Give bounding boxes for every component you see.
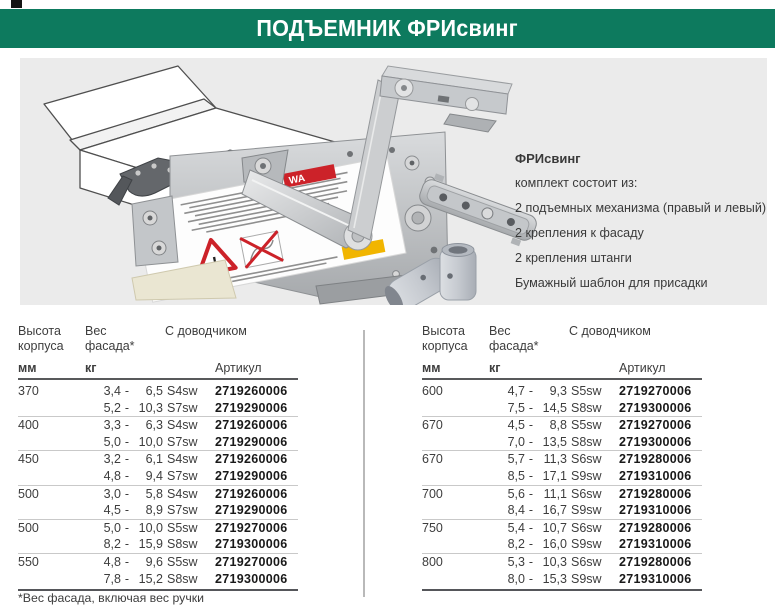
weight-from-cell: 5,0 — [103, 520, 121, 535]
articul-cell: 2719270006 — [215, 520, 288, 535]
weight-to-cell: 15,9 — [138, 537, 163, 552]
col-weight-label-1: Вес — [489, 324, 511, 338]
articul-cell: 2719290006 — [215, 434, 288, 449]
table-row — [422, 536, 702, 553]
version-cell: S5sw — [571, 418, 602, 433]
height-cell — [18, 468, 85, 485]
col-height-label-1: Высота — [422, 324, 465, 338]
table-row — [18, 502, 298, 519]
articul-cell: 2719310006 — [619, 468, 692, 483]
weight-to-cell: 17,1 — [542, 468, 567, 483]
table-body — [18, 378, 298, 591]
height-cell — [422, 400, 489, 417]
articul-cell: 2719300006 — [619, 400, 692, 415]
weight-to-cell: 10,0 — [138, 434, 163, 449]
version-cell: S9sw — [571, 503, 602, 518]
col-weight-label-1: Вес — [85, 324, 107, 338]
kit-item: 2 крепления к фасаду — [515, 226, 644, 240]
weight-to-cell: 10,0 — [138, 520, 163, 535]
height-cell: 750 — [422, 520, 443, 535]
table-row — [422, 417, 702, 434]
weight-from-cell: 4,8 — [103, 468, 121, 483]
height-cell: 800 — [422, 554, 443, 569]
table-header — [18, 322, 298, 378]
height-cell: 670 — [422, 452, 443, 467]
weight-from-cell: 5,4 — [507, 520, 525, 535]
version-cell: S6sw — [571, 554, 602, 569]
table-row — [18, 486, 298, 503]
weight-to-cell: 16,7 — [542, 503, 567, 518]
weight-to-cell: 8,8 — [549, 418, 567, 433]
weight-from-cell: 5,7 — [507, 452, 525, 467]
range-dash: - — [124, 503, 130, 518]
product-name: ФРИсвинг — [515, 151, 581, 166]
weight-to-cell: 10,3 — [138, 400, 163, 415]
weight-from-cell: 4,5 — [103, 503, 121, 518]
height-cell — [18, 502, 85, 519]
articul-cell: 2719270006 — [619, 384, 692, 398]
table-row — [422, 400, 702, 417]
table-row — [18, 468, 298, 485]
range-dash: - — [528, 434, 534, 449]
col-height-label-2: корпуса — [18, 339, 64, 353]
rod-bracket-illustration — [380, 66, 512, 132]
col-height-label-2: корпуса — [422, 339, 468, 353]
version-cell: S9sw — [571, 571, 602, 586]
spec-table-right — [422, 322, 702, 591]
weight-to-cell: 14,5 — [542, 400, 567, 415]
version-cell: S7sw — [167, 434, 198, 449]
version-cell: S4sw — [167, 452, 198, 467]
warning-banner-text: WA — [288, 172, 307, 187]
kit-item: Бумажный шаблон для присадки — [515, 276, 708, 290]
height-cell — [18, 571, 85, 588]
table-row — [18, 554, 298, 571]
height-cell: 370 — [18, 384, 39, 398]
range-dash: - — [528, 554, 534, 569]
articul-cell: 2719310006 — [619, 537, 692, 552]
weight-from-cell: 8,2 — [507, 537, 525, 552]
table-group — [422, 383, 702, 417]
weight-from-cell: 8,2 — [103, 537, 121, 552]
articul-cell: 2719310006 — [619, 503, 692, 518]
weight-to-cell: 11,1 — [543, 486, 567, 501]
articul-cell: 2719290006 — [215, 503, 288, 518]
weight-from-cell: 7,5 — [507, 400, 525, 415]
table-row — [18, 434, 298, 451]
articul-cell: 2719270006 — [215, 554, 288, 569]
crossed-out-pictogram — [240, 231, 283, 268]
articul-cell: 2719260006 — [215, 418, 288, 433]
height-cell — [18, 400, 85, 417]
height-cell — [422, 571, 489, 588]
table-row — [18, 520, 298, 537]
height-cell — [18, 434, 85, 451]
range-dash: - — [124, 400, 130, 415]
product-image-panel — [20, 58, 767, 305]
range-dash: - — [124, 537, 130, 552]
range-dash: - — [124, 486, 130, 501]
version-cell: S6sw — [571, 520, 602, 535]
col-height-label-1: Высота — [18, 324, 61, 338]
articul-cell: 2719280006 — [619, 452, 692, 467]
table-group — [422, 417, 702, 451]
kit-item: 2 крепления штанги — [515, 251, 632, 265]
weight-from-cell: 8,4 — [507, 503, 525, 518]
spec-table-left — [18, 322, 298, 591]
col-weight-label-2: фасада* — [489, 339, 539, 353]
articul-cell: 2719300006 — [619, 434, 692, 449]
articul-cell: 2719290006 — [215, 468, 288, 483]
col-articul-label: Артикул — [619, 361, 666, 375]
range-dash: - — [528, 520, 534, 535]
range-dash: - — [528, 400, 534, 415]
weight-to-cell: 10,3 — [542, 554, 567, 569]
table-header — [422, 322, 702, 378]
print-corner-mark — [11, 0, 22, 8]
col-height-unit: мм — [422, 361, 441, 375]
weight-to-cell: 5,8 — [145, 486, 163, 501]
articul-cell: 2719310006 — [619, 571, 692, 586]
range-dash: - — [528, 537, 534, 552]
weight-to-cell: 10,7 — [542, 520, 567, 535]
col-damper-label: С доводчиком — [569, 324, 651, 338]
weight-from-cell: 8,5 — [507, 468, 525, 483]
weight-from-cell: 3,3 — [103, 418, 121, 433]
version-cell: S5sw — [571, 384, 602, 398]
weight-to-cell: 13,5 — [542, 434, 567, 449]
table-row — [422, 451, 702, 468]
table-group — [422, 554, 702, 587]
table-row — [18, 417, 298, 434]
table-row — [422, 520, 702, 537]
table-group — [422, 520, 702, 554]
version-cell: S8sw — [167, 571, 198, 586]
range-dash: - — [124, 452, 130, 467]
range-dash: - — [124, 434, 130, 449]
articul-cell: 2719260006 — [215, 452, 288, 467]
version-cell: S6sw — [571, 452, 602, 467]
weight-to-cell: 6,5 — [145, 384, 163, 398]
page-title: ПОДЪЕМНИК ФРИсвинг — [256, 15, 519, 41]
weight-to-cell: 16,0 — [542, 537, 567, 552]
range-dash: - — [528, 468, 534, 483]
weight-to-cell: 9,4 — [145, 468, 163, 483]
height-cell: 500 — [18, 520, 39, 535]
range-dash: - — [528, 418, 534, 433]
kit-intro: комплект состоит из: — [515, 176, 638, 190]
table-row — [422, 554, 702, 571]
weight-from-cell: 5,2 — [103, 400, 121, 415]
weight-from-cell: 3,4 — [103, 384, 121, 398]
table-row — [18, 571, 298, 588]
range-dash: - — [124, 571, 130, 586]
col-weight-unit: кг — [85, 361, 97, 375]
weight-to-cell: 6,3 — [145, 418, 163, 433]
articul-cell: 2719280006 — [619, 520, 692, 535]
table-group — [422, 451, 702, 485]
version-cell: S7sw — [167, 503, 198, 518]
version-cell: S8sw — [167, 537, 198, 552]
footnote: *Вес фасада, включая вес ручки — [18, 591, 204, 605]
table-row — [18, 451, 298, 468]
range-dash: - — [528, 571, 534, 586]
table-group — [18, 486, 298, 520]
version-cell: S4sw — [167, 486, 198, 501]
table-group — [18, 554, 298, 587]
col-weight-label-2: фасада* — [85, 339, 135, 353]
version-cell: S5sw — [167, 554, 198, 569]
height-cell — [18, 536, 85, 553]
table-group — [18, 520, 298, 554]
weight-from-cell: 3,2 — [103, 452, 121, 467]
weight-to-cell: 15,3 — [542, 571, 567, 586]
range-dash: - — [528, 503, 534, 518]
height-cell — [422, 468, 489, 485]
table-row — [18, 400, 298, 417]
height-cell: 700 — [422, 486, 443, 501]
height-cell: 450 — [18, 452, 39, 467]
col-height-unit: мм — [18, 361, 37, 375]
range-dash: - — [124, 468, 130, 483]
weight-to-cell: 9,6 — [145, 554, 163, 569]
table-row — [422, 383, 702, 400]
table-body — [422, 378, 702, 591]
version-cell: S7sw — [167, 468, 198, 483]
range-dash: - — [124, 520, 130, 535]
table-group — [18, 451, 298, 485]
weight-to-cell: 9,3 — [549, 384, 567, 398]
weight-from-cell: 5,6 — [507, 486, 525, 501]
kit-item: 2 подъемных механизма (правый и левый) — [515, 201, 767, 215]
weight-from-cell: 7,0 — [507, 434, 525, 449]
version-cell: S9sw — [571, 537, 602, 552]
height-cell: 400 — [18, 418, 39, 433]
version-cell: S6sw — [571, 486, 602, 501]
version-cell: S7sw — [167, 400, 198, 415]
articul-cell: 2719300006 — [215, 537, 288, 552]
weight-from-cell: 3,0 — [103, 486, 121, 501]
range-dash: - — [124, 554, 130, 569]
range-dash: - — [124, 418, 130, 433]
range-dash: - — [528, 452, 534, 467]
height-cell: 550 — [18, 554, 39, 569]
version-cell: S9sw — [571, 468, 602, 483]
table-group — [18, 417, 298, 451]
table-row — [422, 468, 702, 485]
version-cell: S4sw — [167, 384, 198, 398]
height-cell — [422, 502, 489, 519]
height-cell: 500 — [18, 486, 39, 501]
weight-from-cell: 7,8 — [103, 571, 121, 586]
weight-from-cell: 5,0 — [103, 434, 121, 449]
version-cell: S4sw — [167, 418, 198, 433]
weight-from-cell: 4,5 — [507, 418, 525, 433]
weight-from-cell: 5,3 — [507, 554, 525, 569]
col-damper-label: С доводчиком — [165, 324, 247, 338]
weight-to-cell: 15,2 — [138, 571, 163, 586]
version-cell: S5sw — [167, 520, 198, 535]
col-articul-label: Артикул — [215, 361, 262, 375]
articul-cell: 2719260006 — [215, 486, 288, 501]
col-weight-unit: кг — [489, 361, 501, 375]
articul-cell: 2719280006 — [619, 554, 692, 569]
table-group — [18, 383, 298, 417]
table-row — [422, 434, 702, 451]
table-row — [422, 486, 702, 503]
weight-from-cell: 8,0 — [507, 571, 525, 586]
table-row — [18, 383, 298, 400]
height-cell — [422, 434, 489, 451]
tables-divider — [363, 330, 365, 597]
weight-from-cell: 4,8 — [103, 554, 121, 569]
height-cell — [422, 536, 489, 553]
range-dash: - — [124, 384, 130, 398]
weight-to-cell: 11,3 — [543, 452, 567, 467]
table-row — [422, 502, 702, 519]
articul-cell: 2719280006 — [619, 486, 692, 501]
weight-from-cell: 4,7 — [507, 384, 525, 398]
version-cell: S8sw — [571, 400, 602, 415]
articul-cell: 2719300006 — [215, 571, 288, 586]
articul-cell: 2719290006 — [215, 400, 288, 415]
title-bar — [0, 9, 775, 48]
version-cell: S8sw — [571, 434, 602, 449]
height-cell: 670 — [422, 418, 443, 433]
articul-cell: 2719260006 — [215, 384, 288, 398]
table-row — [18, 536, 298, 553]
range-dash: - — [528, 486, 534, 501]
articul-cell: 2719270006 — [619, 418, 692, 433]
table-row — [422, 571, 702, 588]
kit-description — [515, 146, 765, 296]
table-group — [422, 486, 702, 520]
range-dash: - — [528, 384, 534, 398]
height-cell: 600 — [422, 384, 443, 398]
weight-to-cell: 8,9 — [145, 503, 163, 518]
weight-to-cell: 6,1 — [145, 452, 163, 467]
